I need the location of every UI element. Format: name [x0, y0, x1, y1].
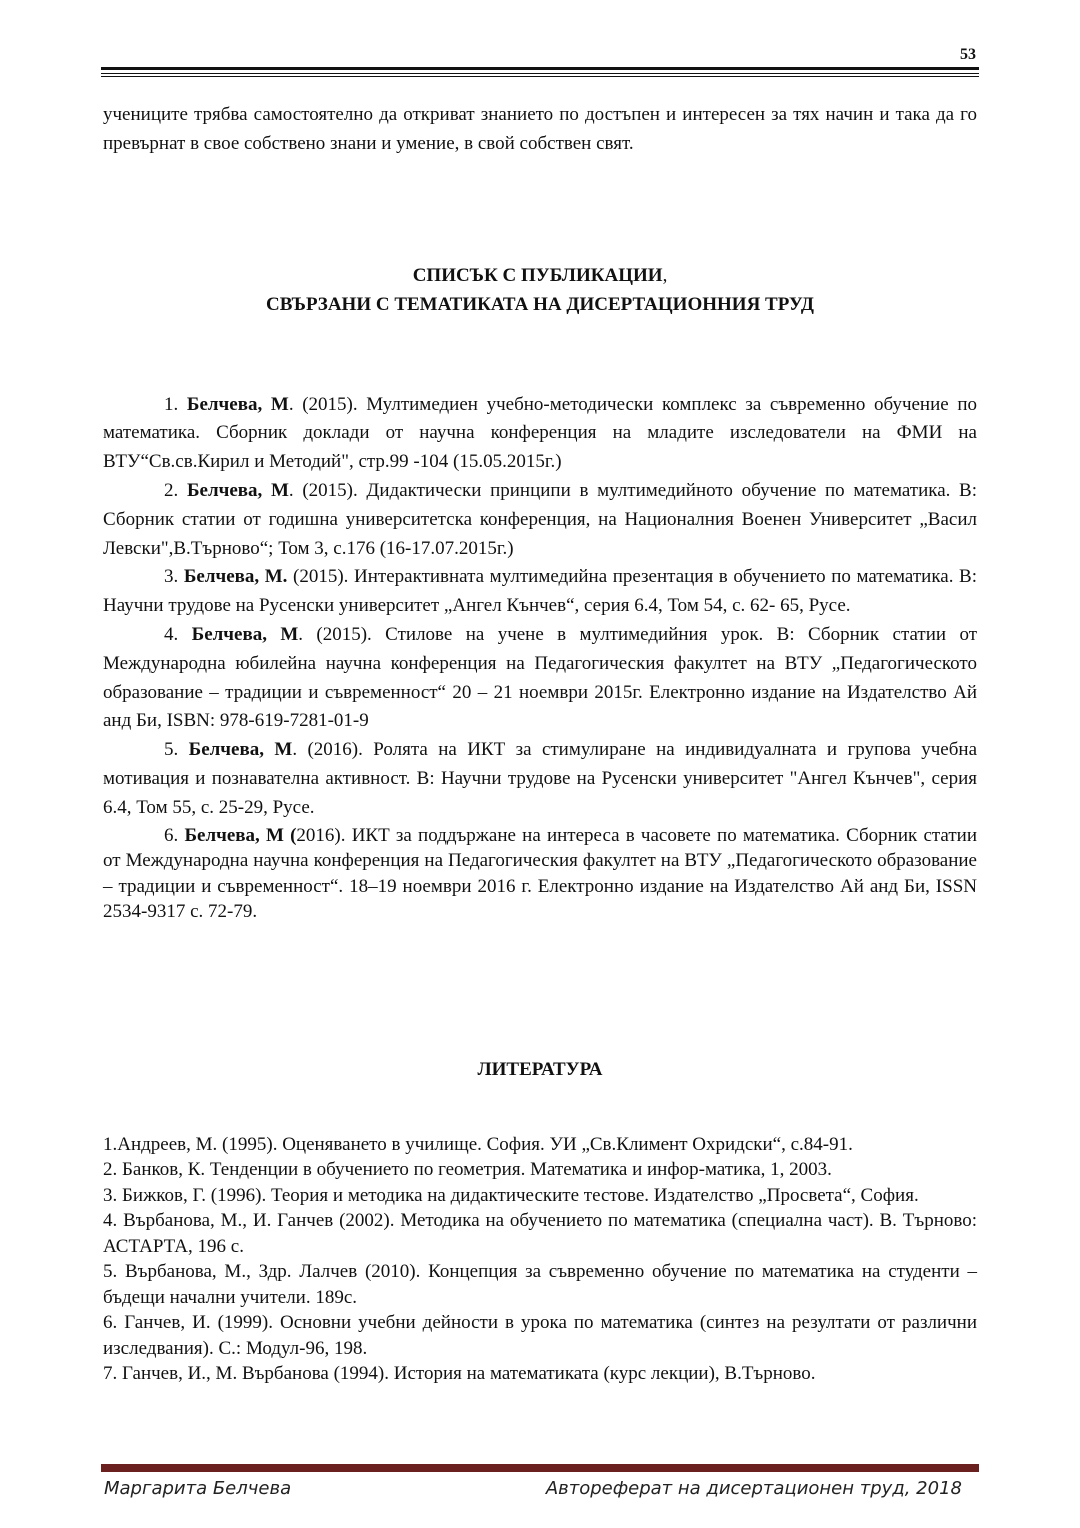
- page-number: 53: [960, 46, 976, 63]
- publication-item: 6. Белчева, М (2016). ИКТ за поддържане на интереса в часовете по математика. Сборник статии от Международна научна конференция на Педагогическия факултет на ВТУ „Педагогическото образование – традиции и съвременност“. 18–19 ноември 2016 г. Електронно издание на Издателство Ай анд Би, ISSN 2534-9317 с. 72-79.: [103, 824, 977, 923]
- literature-item: 6. Ганчев, И. (1999). Основни учебни дейности в урока по математика (синтез на резултати от различни изследвания). С.: Модул-96, 198.: [103, 1312, 977, 1359]
- publication-item: 4. Белчева, М. (2015). Стилове на учене в мултимедийния урок. В: Сборник статии от Международна юбилейна научна конференция на Педагогическия факултет на ВТУ „Педагогическото образование – традиции и съвременност“ 20 – 21 ноември 2015г. Електронно издание на Издателство Ай анд Би, ISBN: 978-619-7281-01-9: [103, 623, 977, 732]
- literature-title: ЛИТЕРАТУРА: [477, 1058, 603, 1080]
- literature-list: [103, 1132, 977, 1387]
- publications-list: [103, 391, 977, 925]
- publication-item: 5. Белчева, М. (2016). Ролята на ИКТ за стимулиране на индивидуалната и групова учебна мотивация и познавателна активност. В: Научни трудове на Русенски университет "Ангел Кънчев", серия 6.4, Том 55, с. 25-29, Русе.: [103, 739, 978, 818]
- footer: [104, 1478, 962, 1499]
- literature-item: 1.Андреев, М. (1995). Оценяването в училище. София. УИ „Св.Климент Охридски“, с.84-91.: [103, 1133, 853, 1155]
- page-body: [103, 101, 977, 1387]
- literature-item: 4. Върбанова, М., И. Ганчев (2002). Методика на обучението по математика (специална част). В. Търново: АСТАРТА, 196 с.: [103, 1210, 977, 1257]
- literature-item: 7. Ганчев, И., М. Върбанова (1994). История на математиката (курс лекции), В.Търново.: [103, 1363, 816, 1385]
- publication-item: 3. Белчева, М. (2015). Интерактивната мултимедийна презентация в обучението по математика. В: Научни трудове на Русенски университет „Ангел Кънчев“, серия 6.4, Том 54, с. 62- 65, Русе.: [103, 566, 978, 617]
- footer-author: Маргарита Белчева: [104, 1478, 292, 1499]
- intro-paragraph: учениците трябва самостоятелно да откриват знанието по достъпен и интересен за тях начин и така да го превърнат в свое собствено знани и умение, в свой собствен свят.: [103, 104, 977, 154]
- literature-item: 3. Бижков, Г. (1996). Теория и методика на дидактическите тестове. Издателство „Просвета“, София.: [103, 1184, 919, 1206]
- footer-rule: [101, 1464, 979, 1472]
- publications-title-line1: СПИСЪК С ПУБЛИКАЦИИ: [412, 264, 663, 286]
- header-rule: [101, 67, 979, 77]
- publications-title-line2: СВЪРЗАНИ С ТЕМАТИКАТА НА ДИСЕРТАЦИОННИЯ ТРУД: [266, 293, 814, 315]
- publications-title-comma: ,: [662, 264, 668, 286]
- publication-item: 2. Белчева, М. (2015). Дидактически принципи в мултимедийното обучение по математика. В: Сборник статии от годишна университетска конференция, на Националния Военен Университет „Васил Левски",В.Търново“; Том 3, с.176 (16-17.07.2015г.): [103, 479, 978, 559]
- literature-item: 5. Върбанова, М., Здр. Лалчев (2010). Концепция за съвременно обучение по математика на студенти – бъдещи начални учители. 189с.: [103, 1261, 977, 1308]
- publication-item: 1. Белчева, М. (2015). Мултимедиен учебно-методически комплекс за съвременно обучение по математика. Сборник доклади от научна конференция на младите изследователи на ФМИ на ВТУ“Св.св.Кирил и Методий", стр.99 -104 (15.05.2015г.): [103, 393, 978, 473]
- literature-item: 2. Банков, К. Тенденции в обучението по геометрия. Математика и инфор-матика, 1, 2003.: [103, 1159, 832, 1181]
- footer-work-title: Автореферат на дисертационен труд, 2018: [545, 1478, 962, 1499]
- publications-title: [103, 261, 977, 319]
